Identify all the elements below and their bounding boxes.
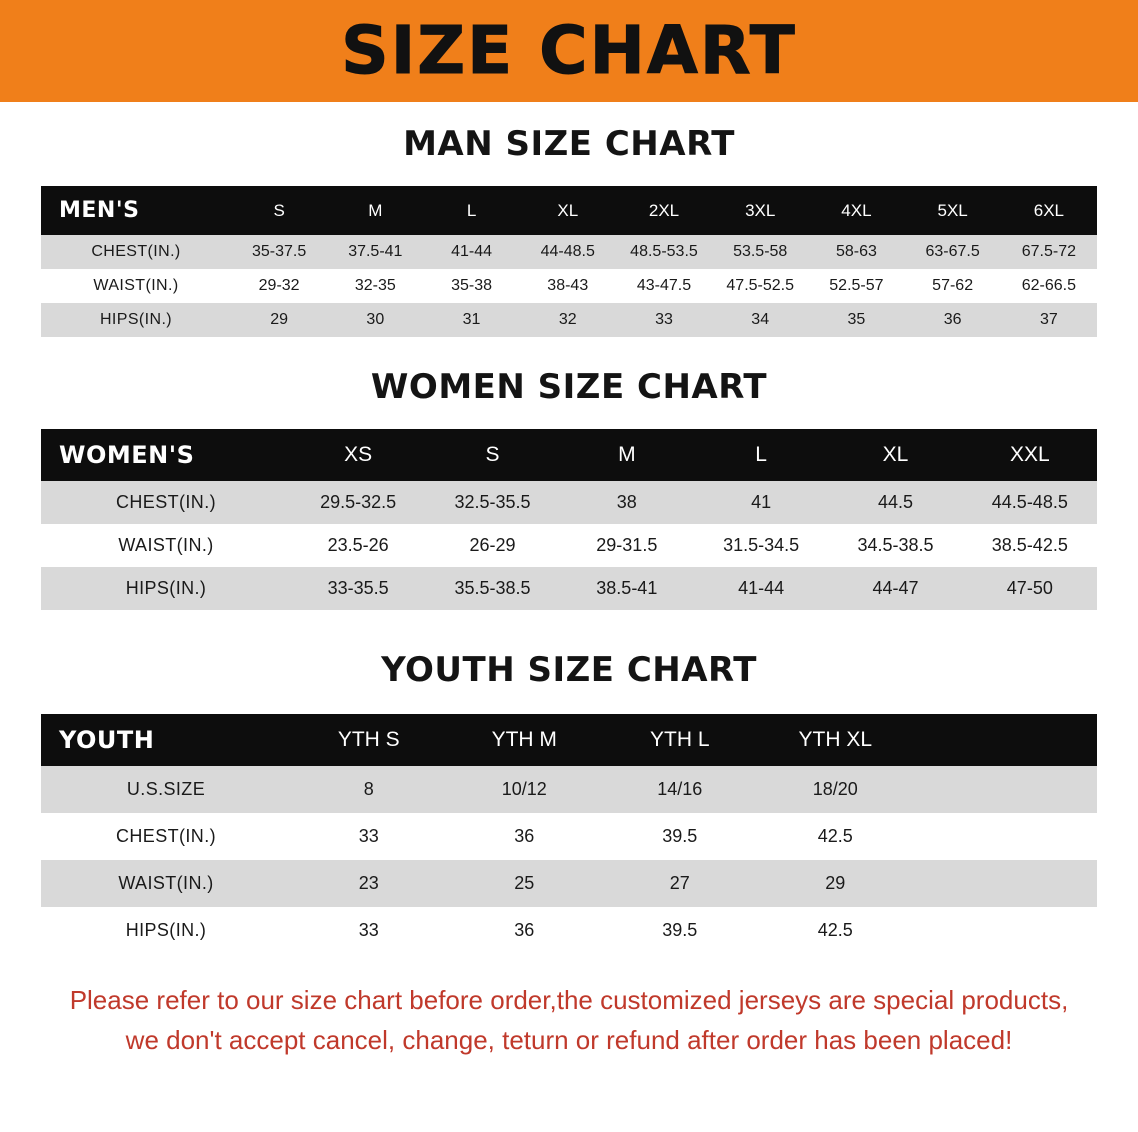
women-cell: 38 xyxy=(616,492,637,512)
youth-cell: 10/12 xyxy=(501,779,547,799)
women-row-label: CHEST(IN.) xyxy=(116,492,216,512)
men-cell: 37 xyxy=(1039,311,1058,328)
women-cell: 41-44 xyxy=(738,578,785,598)
policy-note-line-1: Please refer to our size chart before order,the customized jerseys are special products, xyxy=(69,985,1069,1015)
youth-col-header: YTH S xyxy=(337,728,400,751)
youth-col-header: YTH M xyxy=(491,728,557,751)
women-cell: 26-29 xyxy=(469,535,516,555)
women-cell: 47-50 xyxy=(1006,578,1053,598)
men-row-label: CHEST(IN.) xyxy=(91,243,181,260)
men-cell: 41-44 xyxy=(451,243,492,260)
women-table-body xyxy=(41,481,1097,610)
youth-col-header: YTH L xyxy=(649,728,710,751)
youth-row-label: U.S.SIZE xyxy=(126,779,206,799)
youth-cell-spacer xyxy=(913,860,1097,907)
women-cell: 34.5-38.5 xyxy=(857,535,934,555)
women-col-header: M xyxy=(618,443,636,466)
youth-table-body xyxy=(41,766,1097,954)
men-cell: 43-47.5 xyxy=(636,277,692,294)
men-row-label: HIPS(IN.) xyxy=(99,311,173,328)
men-cell: 29 xyxy=(270,311,288,328)
women-size-table xyxy=(41,429,1097,610)
youth-cell: 27 xyxy=(669,873,690,893)
women-col-header: XXL xyxy=(1009,443,1050,466)
men-cell: 33 xyxy=(655,311,673,328)
table-row xyxy=(41,269,1097,303)
youth-cell: 36 xyxy=(514,920,535,940)
table-row xyxy=(41,813,1097,860)
youth-cell: 42.5 xyxy=(817,826,853,846)
men-cell: 67.5-72 xyxy=(1021,243,1076,260)
banner xyxy=(0,0,1138,102)
women-cell: 33-35.5 xyxy=(327,578,389,598)
women-table-header xyxy=(41,429,1097,481)
men-cell: 32-35 xyxy=(354,277,396,294)
men-col-header: XL xyxy=(557,200,579,220)
table-row xyxy=(41,481,1097,524)
men-header-row xyxy=(41,186,1097,235)
man-section-title: MAN SIZE CHART xyxy=(403,124,735,164)
youth-cell: 29 xyxy=(825,873,846,893)
women-cell: 38.5-41 xyxy=(596,578,658,598)
banner-title: SIZE CHART xyxy=(341,12,797,89)
women-cell: 41 xyxy=(751,492,772,512)
youth-cell: 14/16 xyxy=(657,779,703,799)
women-cell: 38.5-42.5 xyxy=(991,535,1068,555)
men-col-header: S xyxy=(273,200,285,220)
women-row-label: HIPS(IN.) xyxy=(125,578,207,598)
youth-row-label: CHEST(IN.) xyxy=(116,826,216,846)
men-cell: 63-67.5 xyxy=(925,243,980,260)
men-cell: 58-63 xyxy=(835,243,877,260)
men-cell: 53.5-58 xyxy=(733,243,788,260)
women-cell: 29.5-32.5 xyxy=(320,492,397,512)
youth-cell: 33 xyxy=(358,920,379,940)
table-row xyxy=(41,303,1097,337)
women-cell: 31.5-34.5 xyxy=(723,535,800,555)
men-cell: 35-37.5 xyxy=(251,243,307,260)
policy-note xyxy=(69,980,1069,1061)
youth-cell-spacer xyxy=(913,813,1097,860)
youth-size-table xyxy=(41,714,1097,954)
policy-note-line-2: we don't accept cancel, change, teturn or refund after order has been placed! xyxy=(125,1025,1013,1056)
women-col-header: L xyxy=(755,443,767,466)
men-col-header: 3XL xyxy=(745,200,776,220)
table-row xyxy=(41,907,1097,954)
women-corner-label: WOMEN'S xyxy=(59,441,195,469)
youth-row-label: WAIST(IN.) xyxy=(118,873,214,893)
youth-cell: 18/20 xyxy=(812,779,858,799)
youth-cell-spacer xyxy=(913,907,1097,954)
youth-row-label: HIPS(IN.) xyxy=(125,920,207,940)
men-col-header: 5XL xyxy=(937,200,968,220)
men-col-header: 2XL xyxy=(648,200,680,220)
table-row xyxy=(41,524,1097,567)
youth-cell-spacer xyxy=(913,766,1097,813)
men-col-header: M xyxy=(368,200,383,220)
women-header-row xyxy=(41,429,1097,481)
women-cell: 44.5 xyxy=(877,492,913,512)
men-cell: 31 xyxy=(462,311,481,328)
youth-header-row xyxy=(41,714,1097,766)
women-col-header: XL xyxy=(882,443,909,466)
youth-cell: 39.5 xyxy=(662,826,698,846)
youth-cell: 33 xyxy=(358,826,379,846)
women-cell: 32.5-35.5 xyxy=(454,492,531,512)
men-col-header: 4XL xyxy=(841,200,872,220)
table-row xyxy=(41,766,1097,813)
youth-cell: 8 xyxy=(363,779,374,799)
men-cell: 36 xyxy=(943,311,962,328)
men-cell: 35-38 xyxy=(451,277,492,294)
women-cell: 44-47 xyxy=(872,578,919,598)
men-cell: 34 xyxy=(751,311,770,328)
men-row-label: WAIST(IN.) xyxy=(93,277,179,294)
women-cell: 44.5-48.5 xyxy=(991,492,1068,512)
men-cell: 32 xyxy=(558,311,577,328)
women-section-title: WOMEN SIZE CHART xyxy=(370,367,768,407)
women-size-table-wrapper xyxy=(41,429,1097,610)
men-col-header: L xyxy=(466,200,477,220)
women-cell: 29-31.5 xyxy=(596,535,658,555)
youth-cell: 25 xyxy=(514,873,535,893)
women-col-header: S xyxy=(485,443,500,466)
youth-col-header: YTH XL xyxy=(798,728,873,751)
women-cell: 23.5-26 xyxy=(327,535,389,555)
youth-size-table-wrapper xyxy=(41,714,1097,954)
men-cell: 30 xyxy=(366,311,385,328)
women-col-header: XS xyxy=(344,443,373,466)
youth-cell: 39.5 xyxy=(662,920,698,940)
youth-col-spacer xyxy=(913,714,1097,766)
men-cell: 38-43 xyxy=(547,277,589,294)
men-cell: 62-66.5 xyxy=(1021,277,1076,294)
men-table-body xyxy=(41,235,1097,337)
men-size-table xyxy=(41,186,1097,337)
men-cell: 57-62 xyxy=(932,277,974,294)
youth-cell: 36 xyxy=(514,826,535,846)
men-cell: 44-48.5 xyxy=(540,243,595,260)
men-cell: 47.5-52.5 xyxy=(726,277,794,294)
men-size-table-wrapper xyxy=(41,186,1097,337)
youth-table-header xyxy=(41,714,1097,766)
youth-corner-label: YOUTH xyxy=(59,726,155,754)
youth-cell: 42.5 xyxy=(817,920,853,940)
men-cell: 48.5-53.5 xyxy=(630,243,698,260)
men-table-header xyxy=(41,186,1097,235)
men-col-header: 6XL xyxy=(1033,200,1064,220)
men-cell: 37.5-41 xyxy=(348,243,403,260)
men-cell: 35 xyxy=(847,311,866,328)
men-cell: 29-32 xyxy=(258,277,300,294)
youth-cell: 23 xyxy=(358,873,379,893)
men-cell: 52.5-57 xyxy=(829,277,884,294)
youth-section-title: YOUTH SIZE CHART xyxy=(381,650,757,690)
table-row xyxy=(41,235,1097,269)
men-corner-label: MEN'S xyxy=(59,198,140,223)
table-row xyxy=(41,567,1097,610)
women-row-label: WAIST(IN.) xyxy=(118,535,214,555)
table-row xyxy=(41,860,1097,907)
women-cell: 35.5-38.5 xyxy=(454,578,531,598)
